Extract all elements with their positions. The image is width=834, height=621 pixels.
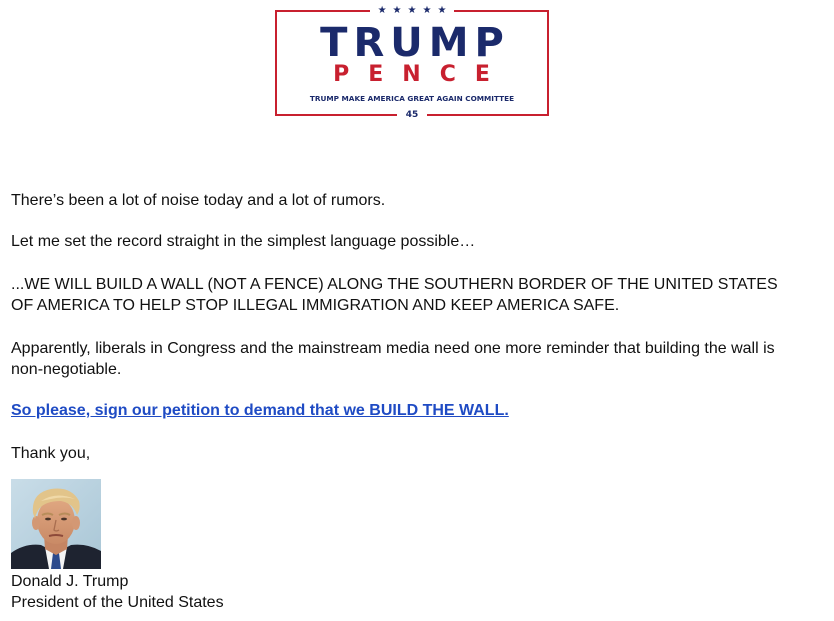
paragraph-liberals: Apparently, liberals in Congress and the mainstream media need one more reminder that building the wall is non-negotiable. [11,340,775,378]
signature-title: President of the United States [11,594,224,611]
logo-stars: ★★★★★ [277,5,547,17]
petition-link[interactable]: So please, sign our petition to demand that we BUILD THE WALL. [11,402,509,419]
petition-paragraph [11,400,509,421]
paragraph-noise: There’s been a lot of noise today and a lot of rumors. [11,192,386,209]
paragraph-record: Let me set the record straight in the simplest language possible… [11,233,476,250]
portrait-photo [11,479,101,569]
paragraph-wall: ...WE WILL BUILD A WALL (NOT A FENCE) ALONG THE SOUTHERN BORDER OF THE UNITED STATES OF AMERICA TO HELP STOP ILLEGAL IMMIGRATION AND KEEP AMERICA SAFE. [11,276,778,314]
campaign-logo [275,5,549,120]
logo-middle-word: PENCE [333,62,509,87]
logo-top-word: TRUMP [320,20,510,66]
closing-text: Thank you, [11,445,91,462]
logo-number: 45 [277,109,547,121]
logo-committee-text: TRUMP MAKE AMERICA GREAT AGAIN COMMITTEE [309,94,515,103]
signature-name: Donald J. Trump [11,573,129,590]
